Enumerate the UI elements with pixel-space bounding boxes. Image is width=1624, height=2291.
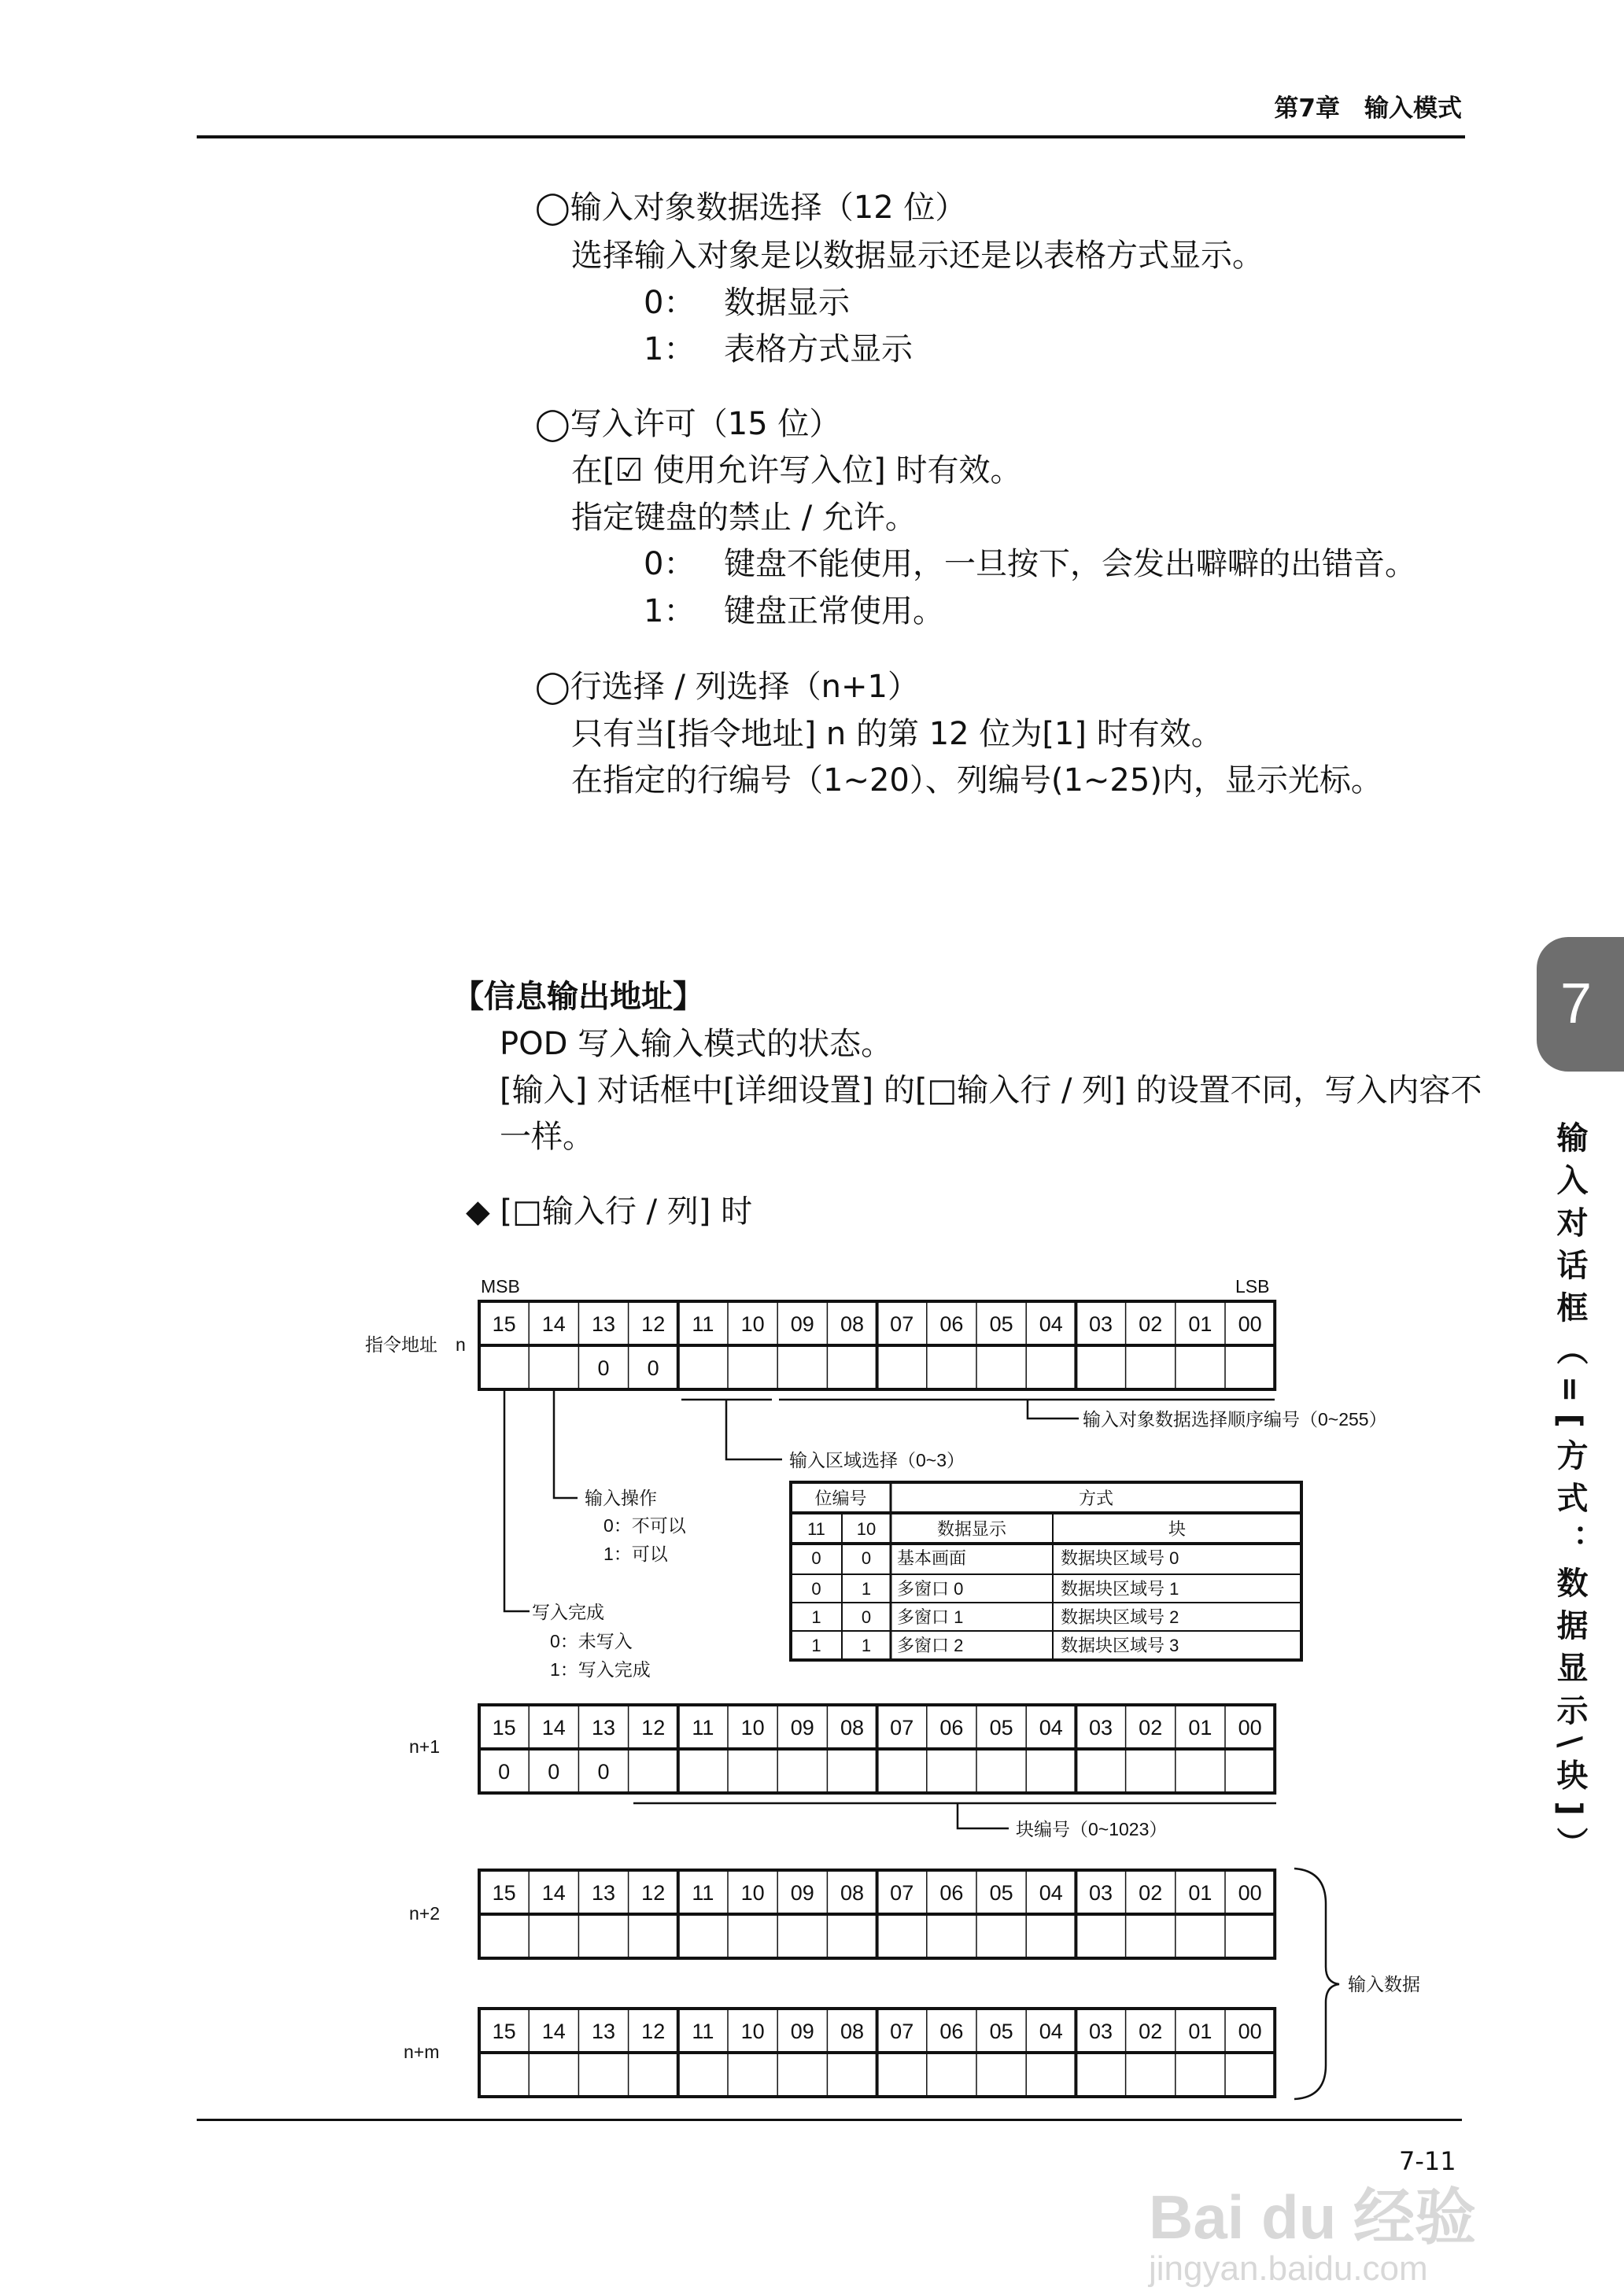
bit-number: 14 bbox=[541, 2020, 566, 2043]
bit-number: 11 bbox=[692, 1312, 714, 1336]
lsb-label: LSB bbox=[1235, 1276, 1270, 1297]
bit-number: 01 bbox=[1188, 2020, 1212, 2043]
bit-value: 0 bbox=[647, 1356, 659, 1380]
op-1: 1：可以 bbox=[603, 1544, 668, 1564]
wr-0: 0：未写入 bbox=[550, 1631, 633, 1651]
register-0 bbox=[365, 1301, 1275, 1389]
bit-number: 07 bbox=[890, 1312, 914, 1336]
area-label: 输入区域选择（0~3） bbox=[789, 1450, 965, 1470]
bit-number: 15 bbox=[492, 2020, 516, 2043]
bit-number: 11 bbox=[692, 1716, 714, 1739]
mode-table-cell: 块 bbox=[1168, 1519, 1187, 1539]
bit-number: 00 bbox=[1238, 2020, 1262, 2043]
chapter-header: 第7章 输入模式 bbox=[1274, 94, 1462, 123]
mode-table-cell: 数据块区域号 1 bbox=[1061, 1579, 1179, 1599]
section3-line2: 在指定的行编号（1~20）、列编号(1~25)内，显示光标。 bbox=[571, 762, 1382, 799]
chapter-number: 7 bbox=[1560, 972, 1593, 1035]
bit-number: 05 bbox=[989, 1881, 1013, 1905]
bit-number: 14 bbox=[541, 1716, 566, 1739]
bit-number: 00 bbox=[1238, 1716, 1262, 1739]
bit-value: 0 bbox=[548, 1760, 560, 1784]
bit-number: 03 bbox=[1088, 2020, 1113, 2043]
mode-table-cell: 0 bbox=[811, 1579, 821, 1599]
bit-number: 01 bbox=[1188, 1881, 1212, 1905]
register-3 bbox=[404, 2009, 1275, 2097]
bit-value: 0 bbox=[597, 1356, 610, 1380]
mode-table-cell: 10 bbox=[856, 1519, 877, 1539]
chapter-tab[interactable] bbox=[1537, 937, 1624, 1072]
mode-table-cell: 1 bbox=[861, 1579, 872, 1599]
option-key: 0： bbox=[644, 285, 696, 321]
option-key: 1： bbox=[644, 331, 696, 367]
bit-value: 0 bbox=[498, 1760, 511, 1784]
msb-label: MSB bbox=[481, 1276, 520, 1297]
order-label: 输入对象数据选择顺序编号（0~255） bbox=[1083, 1409, 1387, 1430]
option-label: 数据显示 bbox=[724, 285, 850, 321]
register-2 bbox=[409, 1870, 1275, 1958]
wr-1: 1：写入完成 bbox=[550, 1659, 651, 1680]
bit-number: 12 bbox=[641, 1716, 666, 1739]
register-1 bbox=[409, 1705, 1275, 1793]
bit-number: 02 bbox=[1139, 1716, 1163, 1739]
bit-number: 07 bbox=[890, 2020, 914, 2043]
footer-rule bbox=[197, 2119, 1462, 2121]
register-label: n+m bbox=[404, 2042, 440, 2062]
bit-number: 14 bbox=[541, 1881, 566, 1905]
side-title: 输入对话框（=[方式：数据显示\块]） bbox=[1552, 1121, 1588, 1869]
bit-number: 12 bbox=[641, 1312, 666, 1336]
bit-number: 03 bbox=[1088, 1881, 1113, 1905]
section2-title: ◯写入许可（15 位） bbox=[535, 406, 841, 442]
bit-number: 02 bbox=[1139, 1312, 1163, 1336]
bit-number: 12 bbox=[641, 2020, 666, 2043]
watermark-logo: Bai du 经验 bbox=[1149, 2182, 1477, 2252]
mode-table-cell: 数据块区域号 3 bbox=[1061, 1636, 1179, 1655]
bit-number: 06 bbox=[939, 1716, 964, 1739]
bit-number: 08 bbox=[840, 1881, 865, 1905]
wr-label: 写入完成 bbox=[532, 1602, 604, 1622]
mode-table-cell: 数据块区域号 0 bbox=[1061, 1548, 1179, 1568]
bit-number: 08 bbox=[840, 1716, 865, 1739]
bit-number: 04 bbox=[1039, 1716, 1063, 1739]
bit-number: 09 bbox=[790, 2020, 814, 2043]
bit-number: 09 bbox=[790, 1312, 814, 1336]
bit-number: 02 bbox=[1139, 1881, 1163, 1905]
bit-number: 06 bbox=[939, 2020, 964, 2043]
op-label: 输入操作 bbox=[585, 1488, 657, 1508]
watermark-url: jingyan.baidu.com bbox=[1149, 2249, 1428, 2288]
mode-table-cell: 多窗口 0 bbox=[897, 1579, 964, 1599]
bit-number: 15 bbox=[492, 1881, 516, 1905]
bit-number: 14 bbox=[541, 1312, 566, 1336]
bit-number: 08 bbox=[840, 2020, 865, 2043]
bit-number: 15 bbox=[492, 1312, 516, 1336]
section1-title: ◯输入对象数据选择（12 位） bbox=[535, 190, 967, 226]
mode-table-cell: 0 bbox=[861, 1607, 872, 1627]
bit-number: 13 bbox=[591, 1716, 616, 1739]
mode-table-cell: 多窗口 2 bbox=[897, 1636, 964, 1655]
bit-number: 10 bbox=[740, 2020, 765, 2043]
option-label: 键盘不能使用，一旦按下，会发出噼噼的出错音。 bbox=[724, 546, 1416, 582]
section2-line1: 在[☑ 使用允许写入位] 时有效。 bbox=[571, 452, 1022, 489]
bit-number: 07 bbox=[890, 1716, 914, 1739]
section3-line1: 只有当[指令地址] n 的第 12 位为[1] 时有效。 bbox=[571, 716, 1223, 752]
bit-number: 00 bbox=[1238, 1881, 1262, 1905]
mode-table-cell: 方式 bbox=[1078, 1489, 1114, 1508]
option-label: 表格方式显示 bbox=[724, 331, 913, 367]
bit-number: 04 bbox=[1039, 1312, 1063, 1336]
bit-number: 13 bbox=[591, 2020, 616, 2043]
mode-table-cell: 位编号 bbox=[814, 1489, 867, 1508]
bit-number: 10 bbox=[740, 1881, 765, 1905]
option-key: 0： bbox=[644, 546, 696, 582]
section1-desc: 选择输入对象是以数据显示还是以表格方式显示。 bbox=[571, 238, 1264, 274]
mode-table-cell: 1 bbox=[811, 1636, 821, 1655]
bit-number: 06 bbox=[939, 1881, 964, 1905]
bit-number: 04 bbox=[1039, 1881, 1063, 1905]
bit-number: 15 bbox=[492, 1716, 516, 1739]
bit-number: 13 bbox=[591, 1312, 616, 1336]
bit-number: 11 bbox=[692, 1881, 714, 1905]
input-data-label: 输入数据 bbox=[1348, 1974, 1420, 1994]
bit-number: 03 bbox=[1088, 1716, 1113, 1739]
block-label: 块编号（0~1023） bbox=[1016, 1819, 1168, 1839]
page-number: 7-11 bbox=[1399, 2146, 1456, 2176]
bit-number: 03 bbox=[1088, 1312, 1113, 1336]
info-line1: POD 写入输入模式的状态。 bbox=[500, 1026, 893, 1062]
bit-value: 0 bbox=[597, 1760, 610, 1784]
bit-number: 02 bbox=[1139, 2020, 1163, 2043]
mode-table-cell: 0 bbox=[861, 1548, 872, 1568]
bit-number: 05 bbox=[989, 1716, 1013, 1739]
info-line2: [输入] 对话框中[详细设置] 的[□输入行 / 列] 的设置不同，写入内容不 bbox=[500, 1072, 1482, 1109]
bit-number: 10 bbox=[740, 1312, 765, 1336]
option-key: 1： bbox=[644, 593, 696, 629]
bit-number: 07 bbox=[890, 1881, 914, 1905]
register-label: n+2 bbox=[409, 1903, 441, 1924]
info-subhead: ◆ [□输入行 / 列] 时 bbox=[466, 1193, 753, 1230]
mode-table-cell: 数据块区域号 2 bbox=[1061, 1607, 1179, 1627]
bit-number: 09 bbox=[790, 1881, 814, 1905]
bit-number: 01 bbox=[1188, 1312, 1212, 1336]
info-line3: 一样。 bbox=[500, 1119, 594, 1155]
bit-number: 00 bbox=[1238, 1312, 1262, 1336]
mode-table-cell: 基本画面 bbox=[897, 1548, 967, 1568]
info-title: 【信息输出地址】 bbox=[452, 979, 704, 1015]
bit-number: 12 bbox=[641, 1881, 666, 1905]
mode-table-cell: 多窗口 1 bbox=[897, 1607, 964, 1627]
mode-table bbox=[791, 1482, 1301, 1660]
bit-number: 04 bbox=[1039, 2020, 1063, 2043]
bit-number: 05 bbox=[989, 1312, 1013, 1336]
bit-number: 08 bbox=[840, 1312, 865, 1336]
mode-table-cell: 11 bbox=[807, 1519, 825, 1539]
bit-number: 06 bbox=[939, 1312, 964, 1336]
register-label: n+1 bbox=[409, 1736, 441, 1757]
bit-number: 05 bbox=[989, 2020, 1013, 2043]
register-label: 指令地址 n bbox=[365, 1334, 466, 1355]
op-0: 0：不可以 bbox=[603, 1515, 686, 1536]
bit-number: 11 bbox=[692, 2020, 714, 2043]
section3-title: ◯行选择 / 列选择（n+1） bbox=[535, 669, 919, 705]
option-label: 键盘正常使用。 bbox=[724, 593, 944, 629]
mode-table-cell: 1 bbox=[811, 1607, 821, 1627]
mode-table-cell: 数据显示 bbox=[936, 1519, 1007, 1539]
bit-number: 10 bbox=[740, 1716, 765, 1739]
bit-number: 01 bbox=[1188, 1716, 1212, 1739]
bit-number: 09 bbox=[790, 1716, 814, 1739]
mode-table-cell: 1 bbox=[861, 1636, 872, 1655]
mode-table-cell: 0 bbox=[811, 1548, 821, 1568]
section2-line2: 指定键盘的禁止 / 允许。 bbox=[571, 500, 917, 536]
bit-number: 13 bbox=[591, 1881, 616, 1905]
